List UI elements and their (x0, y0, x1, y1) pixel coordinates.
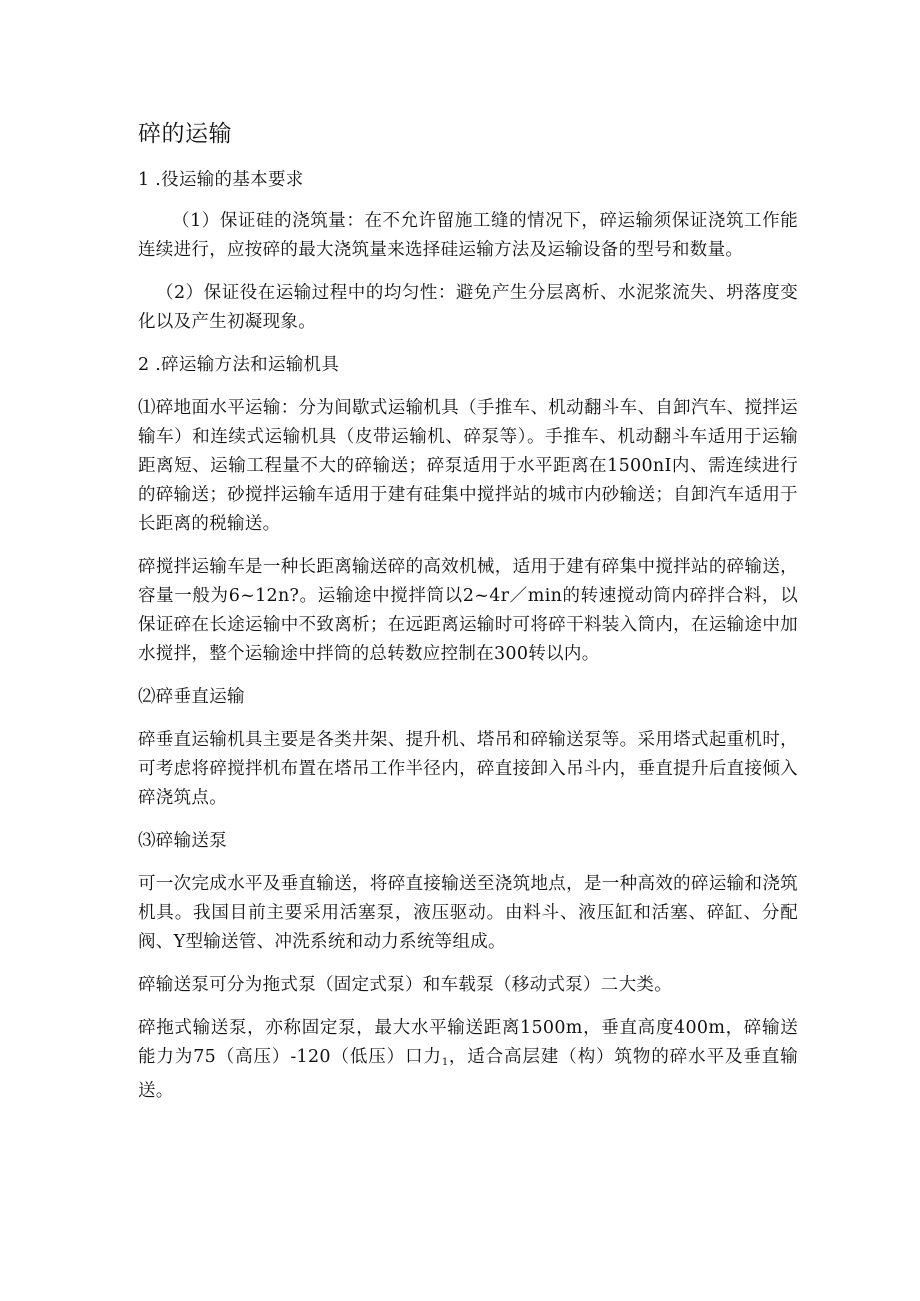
section-1-item-2: （2）保证役在运输过程中的均匀性：避免产生分层离析、水泥浆流失、坍落度变化以及产生初凝现象。 (138, 283, 798, 332)
paragraph-main-text: 碎拖式输送泵，亦称固定泵，最大水平输送距离1500m，垂直高度400m，碎输送能力为75（高压）-120（低压）口力 (138, 1018, 798, 1067)
subsection-2-heading: ⑵碎垂直运输 (138, 687, 245, 707)
section-1-heading: 1 .役运输的基本要求 (138, 170, 304, 190)
section-2-paragraph-2: 碎搅拌运输车是一种长距离输送碎的高效机械，适用于建有碎集中搅拌站的碎输送，容量一般为6~12n?。运输途中搅拌筒以2~4r／min的转速搅动筒内碎拌合料，以保证碎在长途运输中不致离析；在远距离运输时可将碎干料装入筒内，在运输途中加水搅拌，整个运输途中拌筒的总转数应控制在300转以内。 (138, 557, 798, 664)
subsection-3-paragraph-3 (138, 1014, 798, 1106)
section-1-item-1: （1）保证硅的浇筑量：在不允许留施工缝的情况下，碎运输须保证浇筑工作能连续进行，应按碎的最大浇筑量来选择硅运输方法及运输设备的型号和数量。 (138, 211, 798, 260)
subsection-3-heading: ⑶碎输送泵 (138, 831, 227, 851)
unit-subscript: 1 (441, 1057, 449, 1068)
subsection-3-paragraph-1: 可一次完成水平及垂直输送，将碎直接输送至浇筑地点，是一种高效的碎运输和浇筑机具。我国目前主要采用活塞泵，液压驱动。由料斗、液压缸和活塞、碎缸、分配阀、Y型输送管、冲洗系统和动力系统等组成。 (138, 874, 798, 952)
paragraph-tail-text: ，适合高层建（构）筑物的碎水平及垂直输送。 (138, 1047, 798, 1101)
section-2-heading: 2 .碎运输方法和运输机具 (138, 355, 340, 375)
subsection-2-paragraph: 碎垂直运输机具主要是各类井架、提升机、塔吊和碎输送泵等。采用塔式起重机时，可考虑将碎搅拌机布置在塔吊工作半径内，碎直接卸入吊斗内，垂直提升后直接倾入碎浇筑点。 (138, 730, 798, 808)
document-page (138, 118, 798, 1106)
section-2-paragraph-1: ⑴碎地面水平运输：分为间歇式运输机具（手推车、机动翻斗车、自卸汽车、搅拌运输车）和连续式运输机具（皮带运输机、碎泵等）。手推车、机动翻斗车适用于运输距离短、运输工程量不大的碎输送；碎泵适用于水平距离在1500nI内、需连续进行的碎输送；砂搅拌运输车适用于建有硅集中搅拌站的城市内砂输送；自卸汽车适用于长距离的税输送。 (138, 398, 798, 534)
subsection-3-paragraph-2: 碎输送泵可分为拖式泵（固定式泵）和车载泵（移动式泵）二大类。 (138, 975, 672, 995)
document-title: 碎的运输 (138, 121, 232, 147)
